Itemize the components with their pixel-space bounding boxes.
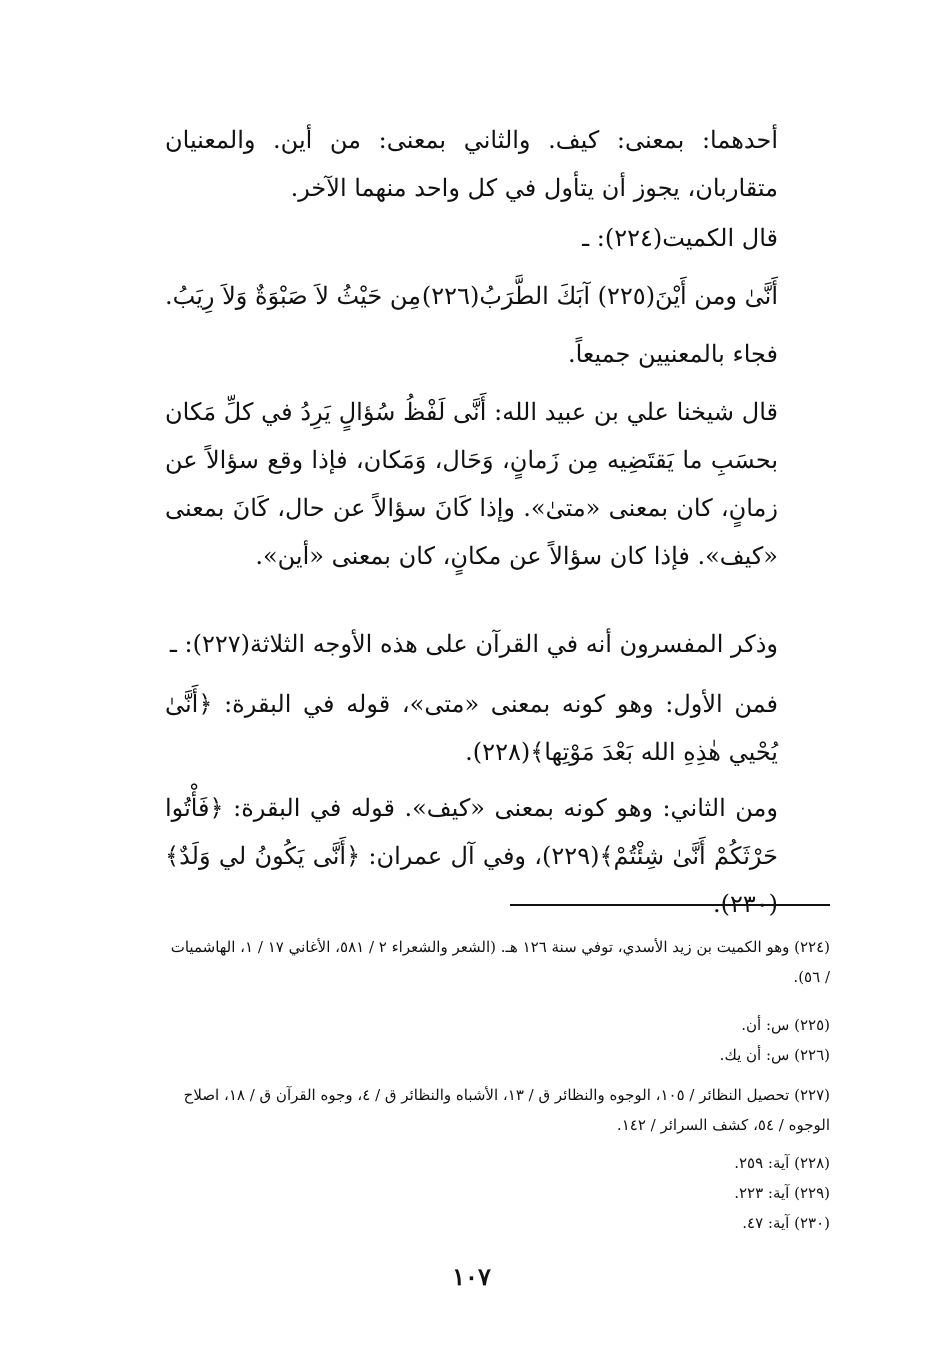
- page-number: ١٠٧: [452, 1262, 491, 1291]
- paragraph-both-meanings: فجاء بالمعنيين جميعاً.: [567, 340, 778, 368]
- verse-second-hemistich: مِن حَيْثُ لاَ صَبْوَةٌ وَلاَ رِيَبُ.: [165, 282, 421, 310]
- footnote-225: (٢٢٥) س: أن.: [741, 1016, 830, 1034]
- footnote-228: (٢٢٨) آية: ٢٥٩.: [734, 1154, 830, 1172]
- footnote-divider: [510, 904, 830, 906]
- footnote-227: (٢٢٧) تحصيل النظائر / ١٠٥، الوجوه والنظائر ق / ١٣، الأشباه والنظائر ق / ٤، وجوه القرآن ق / ١٨، اصلاح الوجوه / ٥٤، كشف السرائر / ١٤٢.: [183, 1086, 830, 1134]
- footnote-226: (٢٢٦) س: أن يك.: [719, 1046, 830, 1064]
- paragraph-shaykh-ali: قال شيخنا علي بن عبيد الله: أَنَّى لَفْظُ سُؤالٍ يَرِدُ في كلِّ مَكان بحسَبِ ما يَقتَضِيه مِن زَمانٍ، وَحَال، وَمَكان، فإذا وقع سؤالاً عن زمانٍ، كان بمعنى «متىٰ». وإذا كَانَ سؤالاً عن حال، كَانَ بمعنى «كيف». فإذا كان سؤالاً عن مكانٍ، كان بمعنى «أين».: [165, 398, 778, 570]
- paragraph-first-sense: فمن الأول: وهو كونه بمعنى «متى»، قوله في البقرة: ﴿أَنَّىٰ يُحْيي هٰذِهِ الله بَعْدَ مَوْتِها﴾(٢٢٨).: [165, 690, 778, 766]
- verse-first-hemistich: أَنَّىٰ ومن أَيْنَ(٢٢٥) آبَكَ الطَّرَبُ(٢٢٦): [421, 282, 778, 310]
- paragraph-kumayt-intro: قال الكميت(٢٢٤): ـ: [582, 224, 778, 252]
- paragraph-second-sense: ومن الثاني: وهو كونه بمعنى «كيف». قوله في البقرة: ﴿فَأْتُوا حَرْثَكُمْ أَنَّىٰ شِئْتُمْ﴾(٢٢٩)، وفي آل عمران: ﴿أَنَّى يَكُونُ لي وَلَدٌ﴾(٢٣٠).: [165, 794, 778, 918]
- paragraph-meanings: أحدهما: بمعنى: كيف. والثاني بمعنى: من أين. والمعنيان متقاربان، يجوز أن يتأول في كل واحد منهما الآخر.: [165, 126, 778, 202]
- paragraph-exegetes: وذكر المفسرون أنه في القرآن على هذه الأوجه الثلاثة(٢٢٧): ـ: [169, 630, 778, 658]
- poetry-verse: [165, 272, 778, 320]
- footnote-229: (٢٢٩) آية: ٢٢٣.: [734, 1184, 830, 1202]
- footnote-224: (٢٢٤) وهو الكميت بن زيد الأسدي، توفي سنة ١٢٦ هـ. (الشعر والشعراء ٢ / ٥٨١، الأغاني ١٧ / ١، الهاشميات / ٥٦).: [170, 938, 830, 986]
- footnote-230: (٢٣٠) آية: ٤٧.: [742, 1214, 830, 1232]
